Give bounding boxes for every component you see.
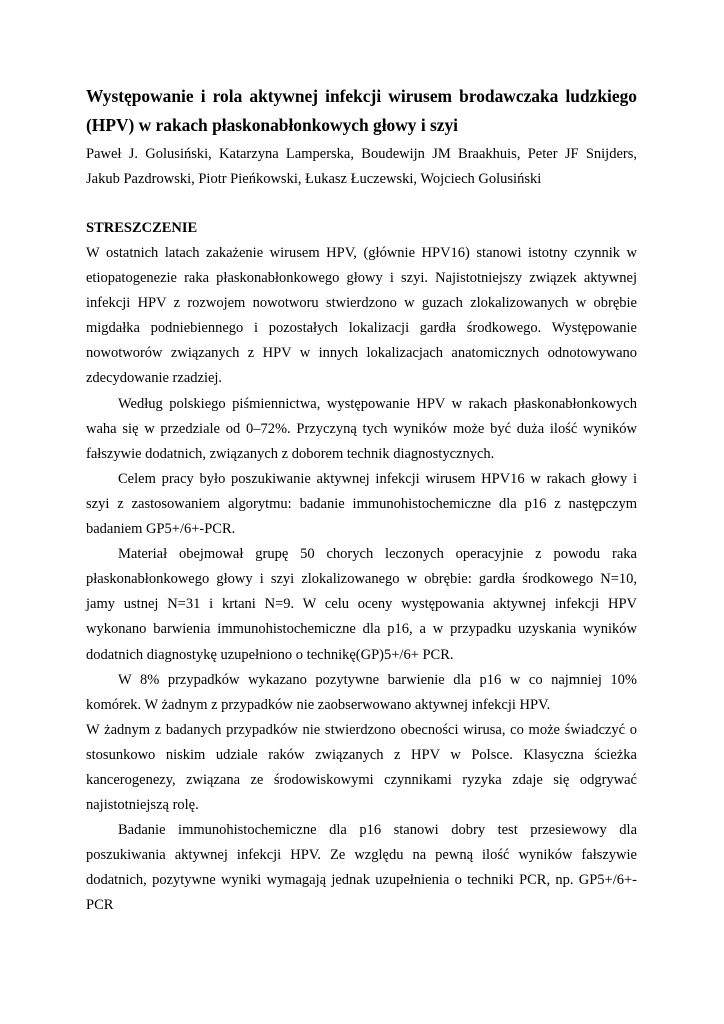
abstract-paragraph-4: Materiał obejmował grupę 50 chorych leczonych operacyjnie z powodu raka płaskonabłonkowego głowy i szyi zlokalizowanego w obrębie: gardła środkowego N=10, jamy ustnej N=31 i krtani N=9. W celu oceny występowania aktywnej infekcji HPV wykonano barwienia immunohistochemiczne dla p16, a w przypadku uzyskania wyników dodatnich diagnostykę uzupełniono o technikę(GP)5+/6+ PCR. xyxy=(86,546,637,663)
abstract-paragraph-3: Celem pracy było poszukiwanie aktywnej infekcji wirusem HPV16 w rakach głowy i szyi z zastosowaniem algorytmu: badanie immunohistochemiczne dla p16 z następczym badaniem GP5+/6+-PCR. xyxy=(86,470,637,538)
paper-title: Występowanie i rola aktywnej infekcji wirusem brodawczaka ludzkiego (HPV) w rakach płaskonabłonkowych głowy i szyi xyxy=(86,86,637,135)
abstract-paragraph-6: W żadnym z badanych przypadków nie stwierdzono obecności wirusa, co może świadczyć o stosunkowo niskim udziale raków związanych z HPV w Polsce. Klasyczna ścieżka kancerogenezy, związana ze środowiskowymi czynnikami ryzyka zdaje się odgrywać najistotniejszą rolę. xyxy=(86,721,637,814)
abstract-heading: STRESZCZENIE xyxy=(86,220,198,236)
abstract-paragraph-7: Badanie immunohistochemiczne dla p16 stanowi dobry test przesiewowy dla poszukiwania aktywnej infekcji HPV. Ze względu na pewną ilość wyników fałszywie dodatnich, pozytywne wyniki wymagają jednak uzupełnienia o techniki PCR, np. GP5+/6+-PCR xyxy=(86,822,637,914)
author-list: Paweł J. Golusiński, Katarzyna Lamperska, Boudewijn JM Braakhuis, Peter JF Snijders, Jakub Pazdrowski, Piotr Pieńkowski, Łukasz Łuczewski, Wojciech Golusiński xyxy=(86,146,637,187)
abstract-paragraph-2: Według polskiego piśmiennictwa, występowanie HPV w rakach płaskonabłonkowych waha się w przedziale od 0–72%. Przyczyną tych wyników może być duża ilość wyników fałszywie dodatnich, związanych z doborem technik diagnostycznych. xyxy=(86,395,637,462)
document-page xyxy=(86,82,637,919)
abstract-paragraph-5: W 8% przypadków wykazano pozytywne barwienie dla p16 w co najmniej 10% komórek. W żadnym z przypadków nie zaobserwowano aktywnej infekcji HPV. xyxy=(86,671,637,713)
abstract-paragraph-1: W ostatnich latach zakażenie wirusem HPV, (głównie HPV16) stanowi istotny czynnik w etiopatogenezie raka płaskonabłonkowego głowy i szyi. Najistotniejszy związek aktywnej infekcji HPV z rozwojem nowotworu stwierdzono w guzach zlokalizowanych w obrębie migdałka podniebiennego i pozostałych lokalizacji gardła środkowego. Występowanie nowotworów związanych z HPV w innych lokalizacjach anatomicznych odnotowywano zdecydowanie rzadziej. xyxy=(86,245,637,387)
